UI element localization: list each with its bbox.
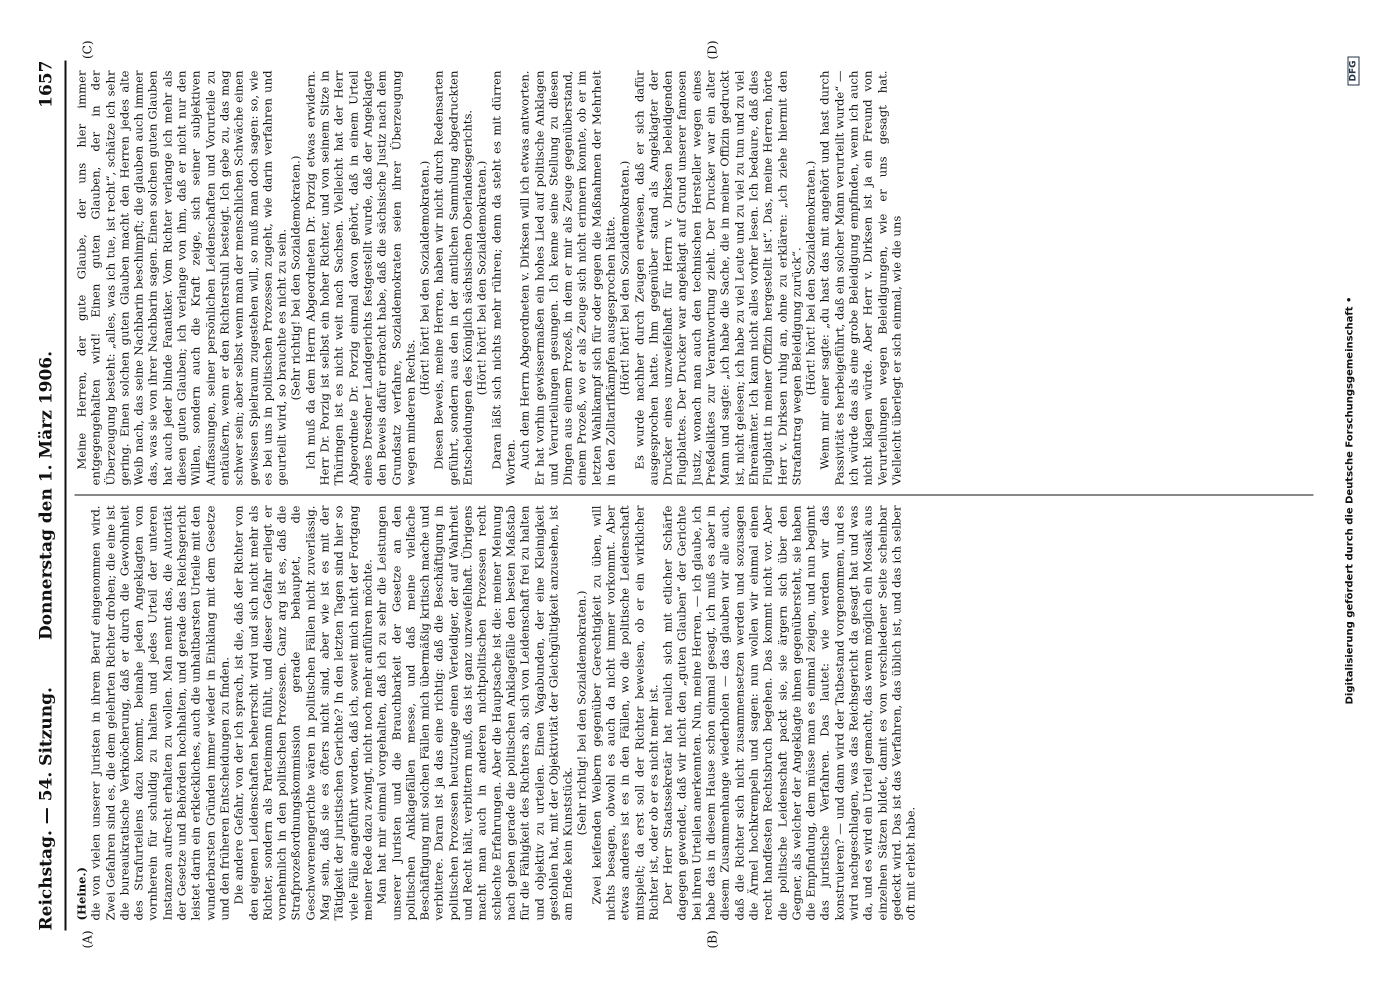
paragraph: Die andere Gefahr, von der ich sprach, ist die, daß der Richter von den eigenen Leidenschaften beherrscht wird und sich nicht mehr als Richter, sondern als Parteimann fühlt, und dieser Gefahr erliegt er vornehmlich in den politischen Prozessen. Ganz arg ist es, daß die Strafprozeßordnungskommission gerade behauptet, die Geschworenengerichte wären in politischen Fällen nicht zuverlässig. Mag sein, daß sie es öfters nicht sind, aber wie ist es mit der Tätigkeit der juristischen Gerichte? In den letzten Tagen sind hier so viele Fälle angeführt worden, daß ich, soweit mich nicht der Fortgang meiner Rede dazu zwingt, nicht noch mehr anführen möchte. <box>231 505 374 920</box>
right-column <box>74 70 1313 485</box>
margin-marker-d: (D) <box>705 40 719 59</box>
interjection: (Hört! hört! bei den Sozialdemokraten.) <box>617 160 632 395</box>
paragraph: Auch dem Herrn Abgeordneten v. Dirksen will ich etwas antworten. Er hat vorhin gewissermaßen ein hohes Lied auf politische Anklagen und Verurteilungen gesungen. Ich kenne seine Stellung zu diesen Dingen aus einem Prozeß, in dem er mir als Zeuge gegenüberstand, einem Prozeß, wo er als Zeuge sich nicht erinnern konnte, ob er im letzten Wahlkampf sich für oder gegen die Maßnahmen der Mehrheit in den Zolltarifkämpfen ausgesprochen hätte. <box>517 70 617 485</box>
paragraph: Diesen Beweis, meine Herren, haben wir nicht durch Redensarten geführt, sondern aus den in der amtlichen Sammlung abgedruckten Entscheidungen des Königlich sächsischen Oberlandesgerichts. <box>431 70 475 485</box>
page-number: 1657 <box>36 60 56 108</box>
column-divider <box>74 494 1313 495</box>
paragraph: Man hat mir einmal vorgehalten, daß ich zu sehr die Leistungen unserer Juristen und die Brauchbarkeit der Gesetze an den politischen Anklagefällen messe, und daß meine vielfache Beschäftigung mit solchen Fällen mich übermäßig kritisch mache und verbittere. Daran ist ja das eine richtig: daß die Beschäftigung in politischen Prozessen heutzutage einen Verteidiger, der auf Wahrheit und Recht hält, verbittern muß, das ist ganz unzweifelhaft. Übrigens macht man auch in anderen nichtpolitischen Prozessen recht schlechte Erfahrungen. Aber die Hauptsache ist die: meiner Meinung nach geben gerade die politischen Anklagefälle den besten Maßstab für die Fähigkeit des Richters ab, sich von Leidenschaft frei zu halten und objektiv zu urteilen. Einen Vagabunden, der eine Kleinigkeit gestohlen hat, mit der Objektivität der Gleichgültigkeit anzusehen, ist am Ende kein Kunststück. <box>374 505 575 920</box>
interjection: (Hört! hört! bei den Sozialdemokraten.) <box>474 160 489 395</box>
paragraph: Es wurde nachher durch Zeugen erwiesen, daß er sich dafür ausgesprochen hatte. Ihm gegenüber stand als Angeklagter der Drucker eines unzweifelhaft für Herrn v. Dirksen beleidigenden Flugblattes. Der Drucker war angeklagt auf Grund unserer famosen Justiz, wonach man auch den technischen Hersteller wegen eines Preßdeliktes zur Verantwortung zieht. Der Drucker war ein alter Mann und sagte: „ich habe die Sache, die in meiner Offizin gedruckt ist, nicht gelesen; ich habe zu viel Leute und zu viel zu tun und zu viel Ehrenämter. Ich kann nicht alles vorher lesen. Ich bedaure, daß dies Flugblatt in meiner Offizin hergestellt ist“. Das, meine Herren, hörte Herr v. Dirksen ruhig an, ohne zu erklären: „ich ziehe hiermit den Strafantrag wegen Beleidigung zurück“. <box>631 70 803 485</box>
running-header <box>28 60 66 930</box>
margin-marker-c: (C) <box>80 40 94 59</box>
interjection: (Sehr richtig! bei den Sozialdemokraten.) <box>288 155 303 400</box>
paragraph: Der Herr Staatssekretär hat neulich sich mit etlicher Schärfe dagegen gewendet, daß wir nicht den „guten Glauben“ der Gerichte bei ihren Urteilen anerkennten. Nun, meine Herren, — ich glaube, ich habe das in diesem Hause schon einmal gesagt, ich muß es aber in diesem Zusammenhange wiederholen — das glauben wir alle auch, daß die Richter sich nicht zusammensetzen werden und sozusagen die Ärmel hochkrempeln und sagen: nun wollen wir einmal einen recht handfesten Rechtsbruch begehen. Das kommt nicht vor. Aber die politische Leidenschaft packt sie, sie ärgern sich über den Gegner, als welcher der Angeklagte ihnen gegenübersteht, sie haben die Empfindung, dem müsse man es einmal zeigen, und nun beginnt das juristische Verfahren. Das lautet: wie werden wir das konstruieren? — und dann wird der Tatbestand vorgenommen, und es wird nachgeschlagen, was das Reichsgericht da gesagt hat und was da, und es wird ein Urteil gemacht, das wenn möglich ein Mosaik aus einzelnen Sätzen bildet, damit es von verschiedener Seite scheinbar gedeckt wird. Das ist das Verfahren, das üblich ist, und das ich selber oft mit erlebt habe. <box>660 505 918 920</box>
speaker-name: (Heine.) <box>74 866 88 920</box>
paragraph: die von vielen unserer Juristen in ihrem Beruf eingenommen wird. Zwei Gefahren sind es, die dem gelehrten Richter drohen; die eine ist die bureaukratische Verknöcherung, daß er durch die Gewohnheit des Strafurteilens dazu kommt, beinahe jeden Angeklagten von vornherein für schuldig zu halten und jedes Urteil der unteren Instanzen aufrecht erhalten zu wollen. Man nennt das, die Autorität der Gesetze und Behörden hochhalten, und gerade das Reichsgericht leistet darin ein erkleckliches, auch die unhaltbarsten Urteile mit den wunderbarsten Gründen immer wieder in Einklang mit dem Gesetze und den früheren Entscheidungen zu finden. <box>88 505 231 920</box>
paragraph: Zwei keifenden Weibern gegenüber Gerechtigkeit zu üben, will nichts besagen, obwohl es auch da nicht immer vorkommt. Aber etwas anderes ist es in den Fällen, wo die politische Leidenschaft mitspielt; da erst soll der Richter beweisen, ob er ein wirklicher Richter ist, oder ob er es nicht mehr ist. <box>588 505 660 920</box>
header-date: Donnerstag den 1. März 1906. <box>36 350 56 640</box>
header-left: Reichstag. — 54. Sitzung. <box>36 686 56 930</box>
margin-marker-b: (B) <box>705 929 719 948</box>
paragraph: Ich muß da dem Herrn Abgeordneten Dr. Porzig etwas erwidern. Herr Dr. Porzig ist selbst ein hoher Richter, und von seinem Sitze in Thüringen ist es nicht weit nach Sachsen. Vielleicht hat der Herr Abgeordnete Dr. Porzig einmal davon gehört, daß in einem Urteil eines Dresdner Landgerichts festgestellt wurde, daß der Angeklagte den Beweis dafür erbracht habe, daß die sächsische Justiz nach dem Grundsatz verfahre, Sozialdemokraten seien ihrer Überzeugung wegen minderen Rechts. <box>302 70 417 485</box>
interjection: (Sehr richtig! bei den Sozialdemokraten.) <box>574 590 589 835</box>
paragraph: Daran läßt sich nichts mehr rühren; denn da steht es mit dürren Worten. <box>488 70 517 485</box>
paragraph: Meine Herren, der gute Glaube, der uns hier immer entgegengehalten wird! Einen guten Glauben, der in der Überzeugung besteht: „alles, was ich tue, ist recht“, schätze ich sehr gering. Einen solchen guten Glauben macht den Herren jedes alte Weib nach, das seine Nachbarin beschimpft; die glauben auch immer das, was sie von ihrer Nachbarin sagen. Einen solchen guten Glauben hat auch jeder blinde Fanatiker. Vom Richter verlange ich mehr als diesen guten Glauben; ich verlange von ihm, daß er nicht nur den Willen, sondern auch die Kraft zeige, sich seiner subjektiven Auffassungen, seiner persönlichen Leidenschaften und Vorurteile zu entäußern, wenn er den Richterstuhl besteigt. Ich gebe zu, das mag schwer sein; aber selbst wenn man der menschlichen Schwäche einen gewissen Spielraum zugestehen will, so muß man doch sagen: so, wie es bei uns in politischen Prozessen zugeht, wie darin verfahren und geurteilt wird, so brauchte es nicht zu sein. <box>74 70 289 485</box>
dfg-badge: DFG <box>1347 56 1359 85</box>
left-column <box>74 505 1313 920</box>
digitization-credit: Digitalisierung gefördert durch die Deutsche Forschungsgemeinschaft • <box>1344 296 1355 704</box>
interjection: (Hört! hört! bei den Sozialdemokraten.) <box>417 160 432 395</box>
interjection: (Hört! hört! bei den Sozialdemokraten.) <box>803 160 818 395</box>
margin-marker-a: (A) <box>80 929 94 948</box>
paragraph: Wenn mir einer sagte: „du hast das mit angehört und hast durch Passivität es herbeigeführt, daß ein solcher Mann verurteilt wurde“ — ich würde das als eine grobe Beleidigung empfinden, wenn ich auch nicht klagen würde. Aber Herr v. Dirksen ist ja ein Freund von Verurteilungen wegen Beleidigungen, wie er uns gesagt hat. Vielleicht überlegt er sich einmal, wie die uns <box>817 70 903 485</box>
